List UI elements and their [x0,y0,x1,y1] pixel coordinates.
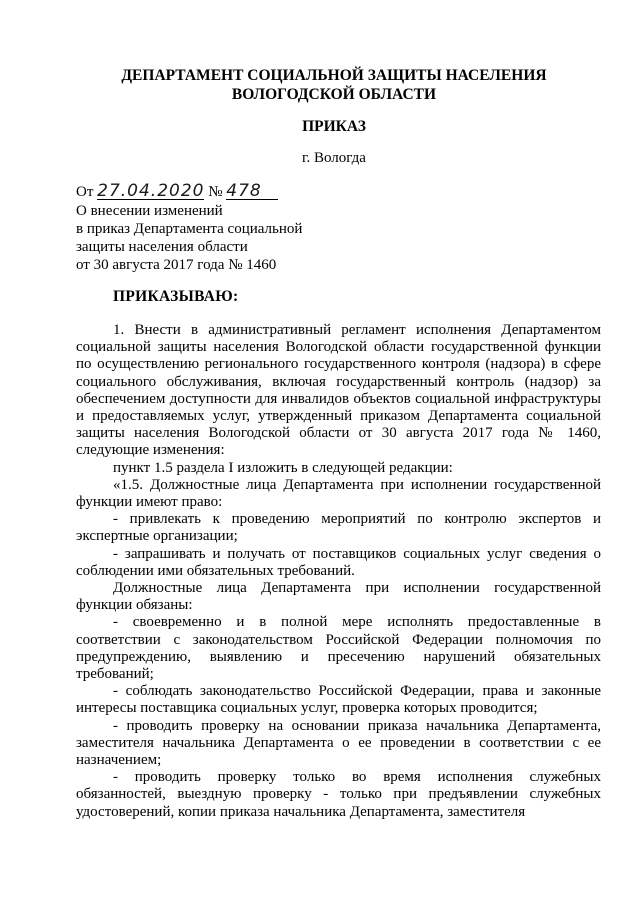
subject-line: от 30 августа 2017 года № 1460 [76,257,277,273]
order-title: ПРИКАЗ [302,118,366,135]
paragraph: - своевременно и в полной мере исполнять предоставленные в соответствии с законодательством Российской Федерации полномочия по предупреждению, выявлению и пресечению нарушений обязательных требований; [76,614,601,683]
date-line [76,183,278,201]
document-body [76,322,601,821]
subject-line: О внесении изменений [76,203,223,219]
paragraph: - привлекать к проведению мероприятий по контролю экспертов и экспертные организации; [76,511,601,545]
paragraph: - проводить проверку на основании приказа начальника Департамента, заместителя начальника Департамента о ее проведении в соответствии с ее назначением; [76,717,601,769]
paragraph: пункт 1.5 раздела I изложить в следующей редакции: [113,459,453,476]
paragraph: - запрашивать и получать от поставщиков социальных услуг сведения о соблюдении ими обязательных требований. [76,545,601,579]
handwritten-date: 27.04.2020 [97,181,205,201]
date-prefix: От [76,184,94,200]
command-heading: ПРИКАЗЫВАЮ: [113,288,239,305]
paragraph: 1. Внести в административный регламент исполнения Департаментом социальной защиты населения Вологодской области государственной функции по осуществлению регионального государственного контроля (надзора) в сфере социального обслуживания, включая государственный контроль (надзор) за обеспечением доступности для инвалидов объектов социальной инфраструктуры и предоставляемых услуг, утвержденный приказом Департамента социальной защиты населения Вологодской области от 30 августа 2017 года № 1460, следующие изменения: [76,322,601,459]
paragraph: - соблюдать законодательство Российской Федерации, права и законные интересы поставщика социальных услуг, проверка которых проводится; [76,683,601,717]
number-label: № [208,184,223,200]
city: г. Вологда [302,150,366,166]
subject-line: защиты населения области [76,239,248,255]
paragraph: - проводить проверку только во время исполнения служебных обязанностей, выездную проверку - только при предъявлении служебных удостоверений, копии приказа начальника Департамента, заместителя [76,769,601,820]
header-region: ВОЛОГОДСКОЙ ОБЛАСТИ [231,86,437,103]
header-department: ДЕПАРТАМЕНТ СОЦИАЛЬНОЙ ЗАЩИТЫ НАСЕЛЕНИЯ [121,67,547,84]
paragraph: «1.5. Должностные лица Департамента при исполнении государственной функции имеют право: [76,476,601,511]
paragraph: Должностные лица Департамента при исполнении государственной функции обязаны: [76,580,601,614]
subject-block [76,202,302,274]
document-header [0,66,640,104]
subject-line: в приказ Департамента социальной [76,221,303,237]
handwritten-number: 478 [226,183,278,200]
